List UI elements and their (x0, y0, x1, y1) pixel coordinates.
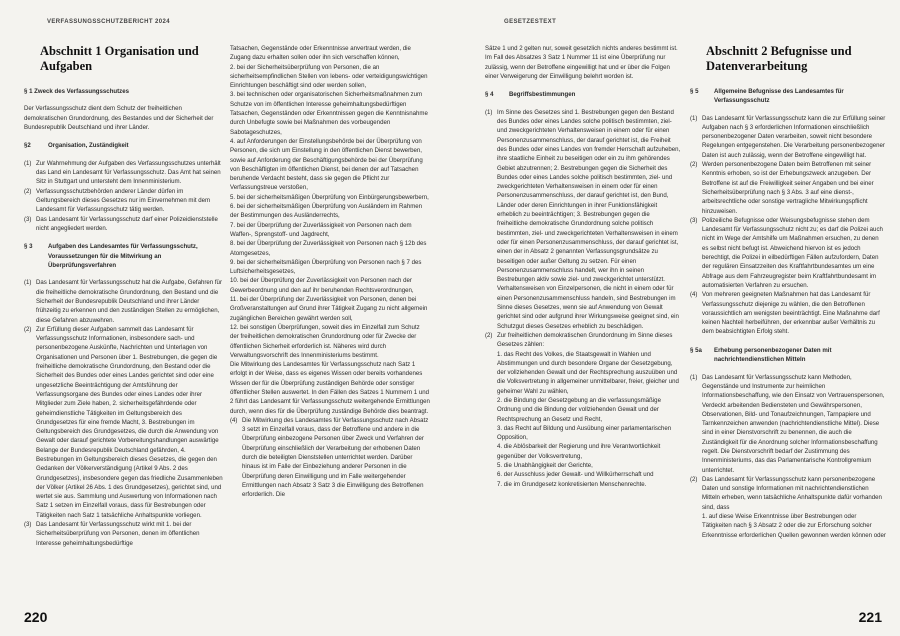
column-3 (485, 44, 682, 489)
text-block: 7. bei der Überprüfung der Zuverlässigkeit von Personen nach dem Waffen-, Sprengstoff- und Jagdrecht, (230, 221, 412, 238)
clause: (2) Das Landesamt für Verfassungsschutz kann personenbezogene Daten und sonstige Informationen mit nachrichtendienstlichen Mitteln erheben, wenn tatsächliche Anhaltspunkte dafür vorhanden sind, dass (690, 475, 882, 511)
page-number-left: 220 (24, 609, 48, 625)
text-block: 11. bei der Überprüfung der Zuverlässigkeit von Personen, denen bei Großveranstaltungen auf Grund ihrer Tätigkeit Zugang zu nicht allgemein zugänglichen Bereichen gewährt werden soll, (230, 296, 428, 322)
paragraph-3-heading: § 3 Aufgaben des Landesamtes für Verfassungsschutz, Voraussetzungen für die Mitwirkung an Überprüfungsverfahren (24, 243, 198, 270)
column-4 (690, 44, 886, 540)
clause: (1) Zur Wahrnehmung der Aufgaben des Verfassungsschutzes unterhält das Land ein Landesamt für Verfassungsschutz. Das Amt hat seinen Sitz in Stuttgart und untersteht dem Innenministerium. (24, 159, 221, 186)
paragraph-5-heading: § 5 Allgemeine Befugnisse des Landesamtes für Verfassungsschutz (690, 88, 844, 105)
paragraph-2-heading: §2 Organisation, Zuständigkeit (24, 142, 129, 150)
text-block: 12. bei sonstigen Überprüfungen, soweit dies im Einzelfall zum Schutz der freiheitlichen demokratischen Grundordnung oder für Zwecke der öffentlichen Sicherheit erforderlich ist. Näheres wird durch Verwaltungsvorschrift des Innenministeriums bestimmt. (230, 323, 420, 359)
list-item: 4. die Ablösbarkeit der Regierung und ihre Verantwortlichkeit gegenüber der Volksvertretung, (497, 443, 661, 460)
section-heading-1: Abschnitt 1 Organisation und Aufgaben (40, 44, 199, 73)
text-block: 8. bei der Überprüfung der Zuverlässigkeit von Personen nach § 12b des Atomgesetzes, (230, 240, 427, 257)
clause: (3) Polizeiliche Befugnisse oder Weisungsbefugnisse stehen dem Landesamt für Verfassungsschutz nicht zu; es darf die Polizei auch nicht im Wege der Amtshilfe um Maßnahmen ersuchen, zu denen es selbst nicht befugt ist. Abweichend hiervon ist es jedoch berechtigt, die Polizei in eilbedürftigen Fällen aufzufordern, Daten der regulären Einsatzzeiten des Kraftfahrtbundesamtes um eine Abfrage aus dem Fahrzeugregister beim Kraftfahrtbundesamt im automatisierten Verfahren zu ersuchen. (690, 216, 883, 289)
list-item: 6. der Ausschluss jeder Gewalt- und Willkürherrschaft und (497, 471, 654, 479)
paragraph-1-text: Der Verfassungsschutz dient dem Schutz der freiheitlichen demokratischen Grundordnung, des Bestandes und der Sicherheit der Bundesrepublik Deutschland und ihrer Länder. (24, 105, 214, 131)
text-block: 6. bei der sicherheitsmäßigen Überprüfung von Ausländern im Rahmen der Bestimmungen des Ausländerrechts, (230, 203, 423, 220)
list-item: 2. die Bindung der Gesetzgebung an die verfassungsmäßige Ordnung und die Bindung der vollziehenden Gewalt und der Rechtsprechung an Gesetz und Recht, (497, 396, 661, 423)
paragraph-5a-heading: § 5a Erhebung personenbezogener Daten mit nachrichtendienstlichen Mitteln (690, 347, 832, 364)
page-number-right: 221 (858, 609, 882, 625)
clause: (1) Das Landesamt für Verfassungsschutz kann Methoden, Gegenstände und Instrumente zur heimlichen Informationsbeschaffung, wie den Einsatz von Vertrauenspersonen, Verdeckt arbeitenden Bediensteten und Gewährspersonen, Observationen, Bild- und Tonaufzeichnungen, Tarnpapiere und Tarnkennzeichen anwenden (nachrichtendienstliche Mittel). Diese sind in einer Dienstvorschrift zu benennen, die auch die Zuständigkeit für die Anordnung solcher Informationsbeschaffung regelt. Die Dienstvorschrift bedarf der Zustimmung des Innenministeriums, das das Parlamentarische Kontrollgremium unterrichtet. (690, 373, 885, 474)
list-item: 1. das Recht des Volkes, die Staatsgewalt in Wahlen und Abstimmungen und durch besondere Organe der Gesetzgebung, der vollziehenden Gewalt und der Rechtsprechung auszuüben und die Volksvertretung in allgemeiner unmittelbarer, freier, gleicher und geheimer Wahl zu wählen, (497, 350, 679, 395)
section-heading-2: Abschnitt 2 Befugnisse und Datenverarbeitung (706, 44, 852, 73)
clause: (2) Werden personenbezogene Daten beim Betroffenen mit seiner Kenntnis erhoben, so ist der Erhebungszweck anzugeben. Der Betroffene ist auf die Freiwilligkeit seiner Angaben und bei einer Sicherheitsüberprüfung nach § 3 Abs. 3 auf eine dienst-, arbeitsrechtliche oder sonstige vertragliche Mitwirkungspflicht hinzuweisen. (690, 161, 874, 215)
paragraph-1-title: § 1 Zweck des Verfassungsschutzes (24, 88, 129, 95)
clause: (2) Zur Erfüllung dieser Aufgaben sammelt das Landesamt für Verfassungsschutz Informationen, insbesondere sach- und personenbezogene Auskünfte, Nachrichten und Unterlagen von Organisationen und Personen über 1. Bestrebungen, die gegen die freiheitliche demokratische Grundordnung, den Bestand oder die Sicherheit des Bundes oder eines Landes gerichtet sind oder eine ungesetzliche Beeinträchtigung der Amtsführung der Verfassungsorgane des Bundes oder eines Landes oder ihrer Mitglieder zum Ziele haben, 2. sicherheitsgefährdende oder geheimdienstliche Tätigkeiten im Geltungsbereich des Grundgesetzes für eine fremde Macht, 3. Bestrebungen im Geltungsbereich des Grundgesetzes, die durch die Anwendung von Gewalt oder darauf gerichtete Vorbereitungshandlungen auswärtige Belange der Bundesrepublik Deutschland gefährden, 4. Bestrebungen im Geltungsbereich dieses Gesetzes, die gegen den Gedanken der Völkerverständigung (Artikel 9 Abs. 2 des Grundgesetzes), insbesondere gegen das friedliche Zusammenleben der Völker (Artikel 26 Abs. 1 des Grundgesetzes), gerichtet sind, und wertet sie aus. Sammlung und Auswertung von Informationen nach Satz 1 setzen im Einzelfall voraus, dass für Bestrebungen oder Tätigkeiten nach Satz 1 tatsächliche Anhaltspunkte vorliegen. (24, 325, 223, 519)
clause: (3) Das Landesamt für Verfassungsschutz darf einer Polizeidienststelle nicht angegliedert werden. (24, 215, 218, 232)
list-item: 5. die Unabhängigkeit der Gerichte, (497, 462, 593, 470)
clause: (1) Das Landesamt für Verfassungsschutz kann die zur Erfüllung seiner Aufgaben nach § 3 erforderlichen Informationen einschließlich personenbezogener Daten verarbeiten, soweit nicht besondere Regelungen entgegenstehen. Die Verarbeitung personenbezogener Daten ist auch zulässig, wenn der Betroffene eingewilligt hat. (690, 114, 886, 159)
text-block: Sätze 1 und 2 gelten nur, soweit gesetzlich nichts anderes bestimmt ist. Im Fall des Absatzes 3 Satz 1 Nummer 11 ist eine Überprüfung nur zulässig, wenn der Betroffene eingewilligt hat und er über die Folgen einer Verweigerung der Einwilligung belehrt worden ist. (485, 45, 678, 80)
running-header-right: GESETZESTEXT (504, 19, 557, 25)
text-block: 3. bei technischen oder organisatorischen Sicherheitsmaßnahmen zum Schutze von im öffentlichen Interesse geheimhaltungsbedürftigen Tatsachen, Gegenständen oder Erkenntnissen gegen die Kenntnisnahme durch Unbefugte sowie bei Maßnahmen des vorbeugenden Sabotageschutzes, (230, 91, 428, 136)
clause: (1) Im Sinne des Gesetzes sind 1. Bestrebungen gegen den Bestand des Bundes oder eines Landes solche politisch bestimmten, ziel- und zweckgerichteten Verhaltensweisen in einem oder für einen Personenzusammenschluss, der darauf gerichtet ist, die Freiheit des Bundes oder eines Landes von fremder Herrschaft aufzuheben, ihre staatliche Einheit zu beseitigen oder ein zu ihm gehörendes Gebiet abzutrennen; 2. Bestrebungen gegen die Sicherheit des Bundes oder eines Landes solche politisch bestimmten, ziel- und zweckgerichteten Verhaltensweisen in einem oder für einen Personenzusammenschluss, der darauf gerichtet ist, den Bund, Länder oder deren Einrichtungen in ihrer Funktionsfähigkeit erheblich zu beeinträchtigen; 3. Bestrebungen gegen die freiheitliche demokratische Grundordnung solche politisch bestimmten, ziel- und zweckgerichteten Verhaltensweisen in einem oder für einen Personenzusammenschluss, der darauf gerichtet ist, einen der in Absatz 2 genannten Verfassungsgrundsätze zu beseitigen oder außer Geltung zu setzen. Für einen Personenzusammenschluss handelt, wer ihn in seinen Bestrebungen aktiv sowie ziel- und zweckgerichtet unterstützt. Verhaltensweisen von Einzelpersonen, die nicht in einem oder für einen Personenzusammenschluss handeln, sind Bestrebungen im Sinne dieses Gesetzes, wenn sie auf Anwendung von Gewalt gerichtet sind oder aufgrund ihrer Wirkungsweise geeignet sind, ein Schutzgut dieses Gesetzes erheblich zu beschädigen. (485, 108, 681, 330)
list-item: 1. auf diese Weise Erkenntnisse über Bestrebungen oder Tätigkeiten nach § 3 Absatz 2 oder die zur Erforschung solcher Erkenntnisse erforderlichen Quellen gewonnen werden können oder (702, 513, 886, 539)
text-block: 4. auf Anforderungen der Einstellungsbehörde bei der Überprüfung von Personen, die sich um Einstellung in den öffentlichen Dienst bewerben, sowie auf Anforderung der Beschäftigungsbehörde bei der Überprüfung von Beschäftigten im öffentlichen Dienst, bei denen der auf Tatsachen beruhende Verdacht besteht, dass sie gegen die Pflicht zur Verfassungstreue verstoßen, (230, 137, 423, 192)
text-block: 2. bei der Sicherheitsüberprüfung von Personen, die an sicherheitsempfindlichen Stellen von lebens- oder verteidigungswichtigen Einrichtungen beschäftigt sind oder werden sollen, (230, 63, 428, 90)
clause: (4) Von mehreren geeigneten Maßnahmen hat das Landesamt für Verfassungsschutz diejenige zu wählen, die den Betroffenen voraussichtlich am wenigsten beeinträchtigt. Eine Maßnahme darf keinen Nachteil herbeiführen, der erkennbar außer Verhältnis zu dem beabsichtigten Erfolg steht. (690, 291, 880, 336)
paragraph-4-heading: § 4 Begriffsbestimmungen (485, 91, 576, 99)
clause: (3) Das Landesamt für Verfassungsschutz wirkt mit 1. bei der Sicherheitsüberprüfung von Personen, denen im öffentlichen Interesse geheimhaltungsbedürftige (24, 521, 200, 547)
clause: (4) Die Mitwirkung des Landesamtes für Verfassungsschutz nach Absatz 3 setzt im Einzelfall voraus, dass der Betroffene und andere in die Überprüfung einbezogene Personen über Zweck und Verfahren der Überprüfung einschließlich der Verarbeitung der erhobenen Daten durch die beteiligten Dienststellen unterrichtet werden. Darüber hinaus ist im Falle der Einbeziehung anderer Personen in die Überprüfung deren Einwilligung und im Falle weitergehender Ermittlungen nach Absatz 3 Satz 3 die Einwilligung des Betroffenen erforderlich. Die (230, 416, 429, 499)
list-item: 7. die im Grundgesetz konkretisierten Menschenrechte. (497, 480, 647, 488)
text-block: Die Mitwirkung des Landesamtes für Verfassungsschutz nach Satz 1 erfolgt in der Weise, dass es eigenes Wissen oder bereits vorhandenes Wissen der für die Überprüfung zuständigen Behörde oder sonstiger öffentlicher Stellen auswertet. In den Fällen des Satzes 1 Nummern 1 und 2 führt das Landesamt für Verfassungsschutz weitergehende Ermittlungen durch, wenn dies für die Überprüfung zuständige Behörde dies beantragt. (230, 361, 430, 415)
column-2 (230, 44, 430, 500)
column-1 (24, 44, 223, 548)
list-item: 3. das Recht auf Bildung und Ausübung einer parlamentarischen Opposition, (497, 424, 672, 442)
text-block: Tatsachen, Gegenstände oder Erkenntnisse anvertraut werden, die Zugang dazu erhalten sollen oder ihn sich verschaffen können, (230, 45, 411, 62)
running-header-left: VERFASSUNGSSCHUTZBERICHT 2024 (47, 19, 170, 25)
clause: (1) Das Landesamt für Verfassungsschutz hat die Aufgabe, Gefahren für die freiheitliche demokratische Grundordnung, den Bestand und die Sicherheit der Bundesrepublik Deutschland und ihrer Länder frühzeitig zu erkennen und den zuständigen Stellen zu ermöglichen, diese Gefahren abzuwehren. (24, 279, 222, 324)
clause: (2) Verfassungsschutzbehörden anderer Länder dürfen im Geltungsbereich dieses Gesetzes nur im Einvernehmen mit dem Landesamt für Verfassungsschutz tätig werden. (24, 187, 211, 214)
clause: (2) Zur freiheitlichen demokratischen Grundordnung im Sinne dieses Gesetzes zählen: (485, 331, 673, 349)
text-block: 10. bei der Überprüfung der Zuverlässigkeit von Personen nach der Gewerbeordnung und den auf ihr beruhenden Rechtsverordnungen, (230, 277, 414, 294)
text-block: 5. bei der sicherheitsmäßigen Überprüfung von Einbürgerungsbewerbern, (230, 193, 429, 201)
text-block: 9. bei der sicherheitsmäßigen Überprüfung von Personen nach § 7 des Luftsicherheitsgesetzes, (230, 258, 422, 276)
